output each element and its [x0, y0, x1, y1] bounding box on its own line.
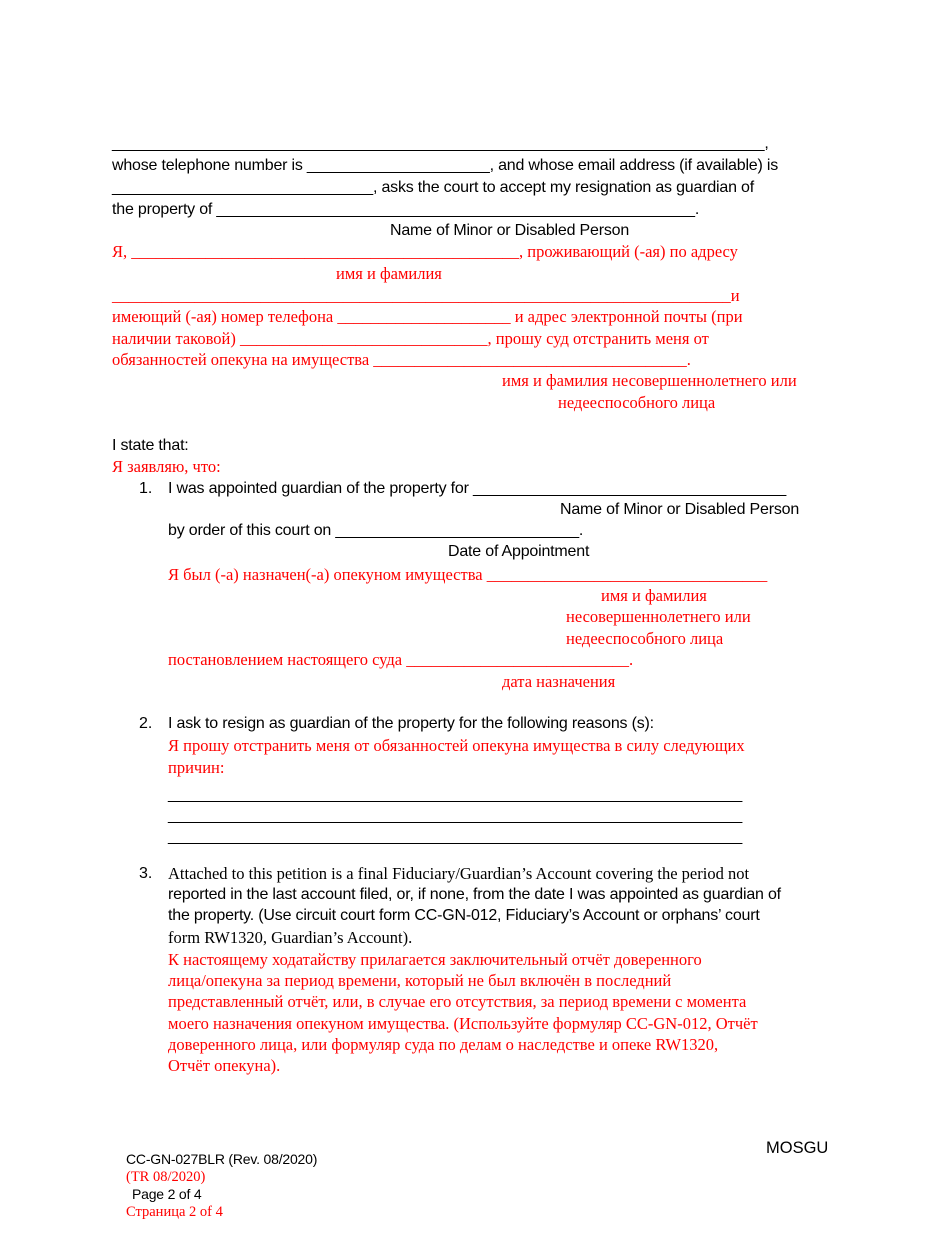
minor-name-caption: Name of Minor or Disabled Person — [390, 222, 630, 239]
ru-item-2-reasons-line-2: причин: — [168, 758, 225, 777]
resignation-request-line: ______________________________, asks the court to accept my resignation as guardian of — [112, 179, 754, 196]
ru-item-1-caption-3: недееспособного лица — [566, 629, 724, 648]
ru-telephone-email-line: имеющий (-ая) номер телефона _____________________ и адрес электронной почты (при — [112, 307, 743, 326]
item-2-reasons-line: I ask to resign as guardian of the property for the following reasons (s): — [168, 715, 654, 732]
ru-item-1-caption-1: имя и фамилия — [601, 586, 707, 605]
page-number: Page 2 of 4 — [132, 1186, 202, 1202]
page-number-ru: Страница 2 of 4 — [126, 1204, 223, 1220]
ru-item-1-appointed-line: Я был (-а) назначен(-а) опекуном имущества __________________________________ — [168, 565, 768, 584]
ru-item-3-line-4: моего назначения опекуном имущества. (Используйте формуляр CC-GN-012, Отчёт — [168, 1014, 758, 1033]
ru-item-3-line-6: Отчёт опекуна). — [168, 1056, 281, 1075]
page-footer — [112, 1135, 317, 1237]
reason-blank-line-1: __________________________________________________________________ — [168, 786, 743, 803]
item-3-number: 3. — [139, 865, 153, 882]
property-of-line: the property of _______________________________________________________. — [112, 201, 700, 218]
ru-address-line: ___________________________________________________________________________и — [112, 286, 740, 305]
reason-blank-line-2: __________________________________________________________________ — [168, 807, 743, 824]
form-code: MOSGU — [766, 1139, 829, 1157]
item-1-date-caption: Date of Appointment — [448, 543, 590, 560]
item-1-order-line: by order of this court on ____________________________. — [168, 522, 584, 539]
item-3-attached-line-1: Attached to this petition is a final Fiduciary/Guardian’s Account covering the period not — [168, 864, 750, 883]
ru-item-1-date-caption: дата назначения — [502, 672, 616, 691]
item-1-number: 1. — [139, 480, 153, 497]
reason-blank-line-3: __________________________________________________________________ — [168, 828, 743, 845]
translation-revision: (TR 08/2020) — [126, 1169, 206, 1185]
item-1-appointed-line: I was appointed guardian of the property for ____________________________________ — [168, 480, 787, 497]
ru-item-2-reasons-line: Я прошу отстранить меня от обязанностей опекуна имущества в силу следующих — [168, 736, 745, 755]
item-3-attached-line-2: reported in the last account filed, or, if none, from the date I was appointed as guardian of — [168, 886, 781, 903]
ru-item-3-line-5: доверенного лица, или формуляр суда по делам о наследстве и опеке RW1320, — [168, 1035, 719, 1054]
item-2-number: 2. — [139, 715, 153, 732]
item-3-attached-line-3: the property. (Use circuit court form CC-GN-012, Fiduciary’s Account or orphans’ court — [168, 907, 760, 924]
ru-name-line: Я, _______________________________________________, проживающий (-ая) по адресу — [112, 242, 738, 261]
ru-name-caption: имя и фамилия — [336, 264, 442, 283]
name-blank-line: ___________________________________________________________________________, — [112, 135, 769, 152]
i-state-that: I state that: — [112, 437, 189, 454]
ru-minor-caption-1: имя и фамилия несовершеннолетнего или — [502, 371, 797, 390]
item-1-minor-caption: Name of Minor or Disabled Person — [560, 501, 800, 518]
ru-minor-caption-2: недееспособного лица — [558, 393, 716, 412]
ru-item-3-line-1: К настоящему ходатайству прилагается заключительный отчёт доверенного — [168, 950, 702, 969]
ru-item-3-line-3: представленный отчёт, или, в случае его отсутствия, за период времени с момента — [168, 992, 747, 1011]
ru-item-3-line-2: лица/опекуна за период времени, который не был включён в последний — [168, 971, 672, 990]
ru-item-1-caption-2: несовершеннолетнего или — [566, 607, 751, 626]
ru-property-line: обязанностей опекуна на имущества ______________________________________. — [112, 350, 691, 369]
form-number: CC-GN-027BLR (Rev. 08/2020) — [126, 1151, 318, 1167]
ru-item-1-order-line: постановлением настоящего суда ___________________________. — [168, 650, 634, 669]
item-3-attached-line-4: form RW1320, Guardian’s Account). — [168, 928, 413, 947]
telephone-email-line: whose telephone number is _____________________, and whose email address (if available) is — [112, 157, 779, 174]
ru-i-state-that: Я заявляю, что: — [112, 457, 221, 476]
ru-resignation-line: наличии таковой) ______________________________, прошу суд отстранить меня от — [112, 329, 709, 348]
